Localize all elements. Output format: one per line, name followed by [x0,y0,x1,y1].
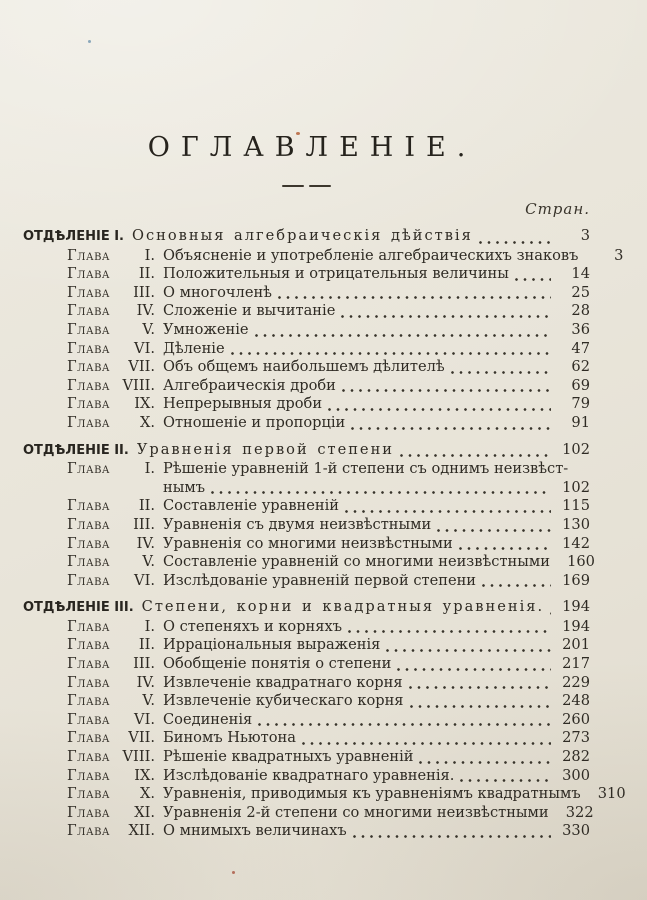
section-label: ОТДѢЛЕНІЕ II. [23,442,129,458]
chapter-word: Глава [67,376,111,394]
dot-leader [550,612,551,615]
page-number: 69 [571,376,590,394]
toc-chapter-row [23,711,590,730]
chapter-title: Отношеніе и пропорціи [163,413,346,431]
chapter-word: Глава [67,766,111,784]
toc-chapter-row [23,414,590,433]
chapter-title: Извлеченіе квадратнаго корня [163,673,403,691]
dot-leader [419,761,551,764]
page-number: 130 [562,515,590,533]
toc-chapter-row [23,321,590,340]
toc-chapter-row [23,655,590,674]
chapter-title: Объ общемъ наибольшемъ дѣлителѣ [163,358,445,376]
chapter-word: Глава [67,748,111,766]
chapter-numeral: VI. [134,710,155,728]
chapter-title: Составленіе уравненій со многими неизвѣстными [163,553,550,571]
dot-leader [353,835,551,838]
chapter-title: Уравненія со многими неизвѣстными [163,534,453,552]
toc-chapter-row [23,803,594,823]
chapter-numeral: VIII. [122,376,155,394]
chapter-word: Глава [67,617,111,635]
toc-section-row [23,227,590,247]
page-number: 102 [562,478,590,496]
dot-leader [342,389,551,392]
chapter-title: Извлеченіе кубическаго корня [163,692,404,710]
toc-section-row [23,598,590,618]
page-number: 248 [562,692,590,710]
chapter-numeral: IX. [134,395,155,413]
chapter-title: О многочленѣ [163,283,272,301]
page-number: 229 [562,673,590,691]
dot-leader [211,491,551,494]
chapter-numeral: IX. [134,766,155,784]
chapter-word: Глава [67,636,111,654]
chapter-numeral: XI. [134,803,155,821]
chapter-word: Глава [67,673,111,691]
dot-leader [451,371,551,374]
page-number: 217 [562,655,590,673]
divider-dash [309,185,331,187]
page-title: ОГЛАВЛЕНІЕ. [147,132,477,163]
chapter-word: Глава [67,571,111,589]
chapter-word: Глава [67,395,111,413]
toc-chapter-row [23,674,590,693]
page-number: 25 [571,283,590,301]
page-column-header: Стран. [525,200,590,218]
chapter-word: Глава [67,655,111,673]
chapter-title: Рѣшеніе квадратныхъ уравненій [163,748,414,766]
chapter-title: Изслѣдованіе квадратнаго уравненія. [163,766,455,784]
toc-chapter-row [23,516,590,535]
page-number: 169 [562,571,590,589]
toc-chapter-row [23,377,590,396]
chapter-title: Биномъ Ньютона [163,729,296,747]
dot-leader [348,630,551,633]
page-number: 79 [571,395,590,413]
chapter-word: Глава [67,497,111,515]
dot-leader [482,584,551,587]
section-label: ОТДѢЛЕНІЕ III. [23,600,134,616]
chapter-word: Глава [67,515,111,533]
chapter-numeral: I. [144,246,155,264]
chapter-numeral: IV. [136,302,155,320]
chapter-numeral: XII. [128,822,155,840]
dot-leader [479,241,551,244]
chapter-word: Глава [67,339,111,357]
page-number: 194 [562,617,590,635]
dot-leader [231,352,551,355]
page-number: 160 [567,553,595,571]
chapter-title: Положительныя и отрицательныя величины [163,265,509,283]
toc-chapter-row [23,692,590,711]
dot-leader [328,408,551,411]
toc-chapter-row [23,636,590,655]
chapter-numeral: V. [142,553,155,571]
chapter-numeral: VII. [128,358,155,376]
toc-chapter-row [23,340,590,359]
toc-chapter-row [23,618,590,637]
chapter-title: Соединенія [163,710,253,728]
dot-leader [400,454,551,457]
page-number: 194 [562,598,590,616]
dot-leader [351,427,551,430]
chapter-numeral: VI. [134,339,155,357]
chapter-word: Глава [67,822,111,840]
toc-chapter-row [23,553,595,572]
dot-leader [437,529,551,532]
divider-dash [282,185,304,187]
toc-chapter-row [23,785,626,804]
chapter-title: Непрерывныя дроби [163,395,323,413]
chapter-title: Составленіе уравненій [163,497,340,515]
toc-chapter-row [23,497,590,516]
chapter-word: Глава [67,358,111,376]
chapter-numeral: VIII. [122,748,155,766]
toc-chapter-row [23,767,590,786]
page-number: 142 [562,534,590,552]
chapter-numeral: I. [144,617,155,635]
dot-leader [255,334,551,337]
page-number: 273 [562,729,590,747]
chapter-title: Уравненія, приводимыя къ уравненіямъ квадратнымъ [163,785,581,803]
chapter-numeral: III. [133,283,155,301]
page-number: 3 [614,246,624,264]
chapter-title: Объясненіе и употребленіе алгебраическихъ знаковъ [163,246,579,264]
chapter-numeral: III. [133,515,155,533]
toc-chapter-row [23,395,590,414]
page-number: 102 [562,440,590,458]
chapter-title: Уравненія съ двумя неизвѣстными [163,515,432,533]
page-number: 47 [571,339,590,357]
chapter-word: Глава [67,692,111,710]
chapter-numeral: V. [142,692,155,710]
page-number: 14 [571,265,590,283]
dot-leader [459,547,551,550]
chapter-word: Глава [67,710,111,728]
chapter-title: О степеняхъ и корняхъ [163,617,343,635]
chapter-title: Алгебраическія дроби [163,376,336,394]
section-title: Уравненія первой степени [136,440,395,458]
dot-leader [460,779,551,782]
page-number: 91 [571,413,590,431]
title-divider [281,185,333,187]
chapter-numeral: X. [139,413,155,431]
chapter-word: Глава [67,413,111,431]
chapter-numeral: IV. [136,673,155,691]
page-number: 62 [571,358,590,376]
page-number: 28 [571,302,590,320]
chapter-numeral: II. [138,497,155,515]
chapter-title: Изслѣдованіе уравненій первой степени [163,571,477,589]
dot-leader [278,296,551,299]
dot-leader [345,510,551,513]
chapter-numeral: VI. [134,571,155,589]
page-number: 282 [562,748,590,766]
chapter-title-continuation: нымъ [163,478,205,496]
dot-leader [386,649,551,652]
chapter-word: Глава [67,803,111,821]
chapter-numeral: II. [138,636,155,654]
toc-chapter-row [23,265,590,284]
dot-leader [258,723,551,726]
toc-section-row [23,441,590,461]
chapter-word: Глава [67,534,111,552]
table-of-contents [23,227,626,841]
toc-chapter-row [23,246,624,266]
chapter-numeral: V. [142,320,155,338]
dot-leader [397,668,551,671]
page-number: 3 [580,227,590,244]
chapter-numeral: III. [133,655,155,673]
page-number: 115 [562,497,590,515]
chapter-word: Глава [67,553,111,571]
chapter-title: Уравненія 2-й степени со многими неизвѣстными [163,803,549,821]
page-number: 36 [571,320,590,338]
chapter-title: Умноженіе [163,320,249,338]
chapter-word: Глава [67,785,111,803]
chapter-word: Глава [67,320,111,338]
chapter-word: Глава [67,283,111,301]
chapter-numeral: I. [144,460,155,478]
section-label: ОТДѢЛЕНІЕ I. [23,229,124,244]
chapter-numeral: II. [138,265,155,283]
page-number: 201 [562,636,590,654]
toc-chapter-row [23,284,590,303]
page-number: 322 [565,803,594,821]
chapter-word: Глава [67,265,111,283]
toc-chapter-continuation-row [23,479,590,498]
page-number: 330 [562,822,590,840]
dot-leader [410,705,551,708]
page-number: 300 [562,766,590,784]
page-number: 260 [562,710,590,728]
chapter-title: Обобщеніе понятія о степени [163,655,392,673]
section-title: Основныя алгебраическія дѣйствія [132,227,473,244]
chapter-word: Глава [67,246,111,264]
toc-chapter-row [23,729,590,748]
chapter-title: О мнимыхъ величинахъ [163,822,347,840]
toc-chapter-row [23,748,590,767]
chapter-title: Дѣленіе [163,339,225,357]
chapter-word: Глава [67,302,111,320]
page-number: 310 [597,785,626,803]
section-title: Степени, корни и квадратныя уравненія. [141,598,545,616]
toc-chapter-row [23,302,590,321]
dot-leader [341,315,551,318]
chapter-numeral: X. [139,785,155,803]
chapter-title: Ирраціональныя выраженія [163,636,381,654]
toc-chapter-row [23,572,590,591]
dot-leader [302,742,551,745]
chapter-word: Глава [67,729,111,747]
toc-chapter-row [23,535,590,554]
chapter-title: Сложеніе и вычитаніе [163,302,336,320]
chapter-word: Глава [67,460,111,478]
chapter-title: Рѣшеніе уравненій 1-й степени съ однимъ неизвѣст- [163,460,569,478]
toc-chapter-row [23,358,590,377]
toc-chapter-row [23,822,590,841]
dot-leader [515,278,551,281]
toc-chapter-row [23,460,590,479]
dot-leader [409,686,551,689]
chapter-numeral: VII. [128,729,155,747]
chapter-numeral: IV. [136,534,155,552]
